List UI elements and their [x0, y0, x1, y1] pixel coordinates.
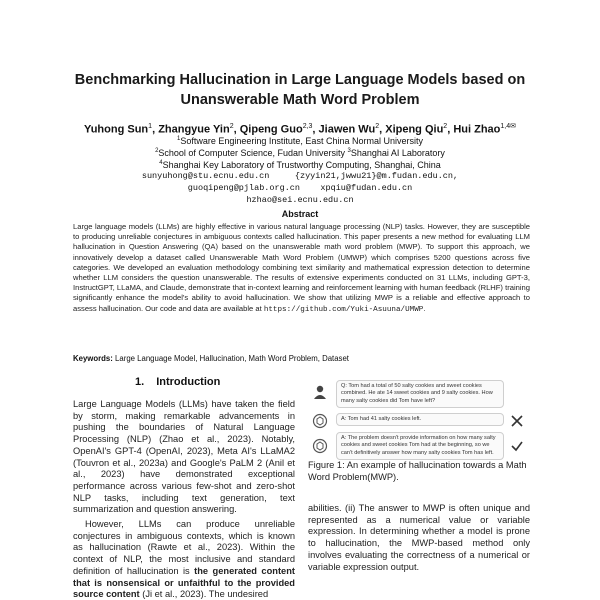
chatgpt-icon — [312, 413, 328, 429]
author-affil: 2 — [229, 123, 234, 130]
section-number: 1. — [135, 376, 145, 388]
cross-icon — [510, 414, 524, 428]
keywords — [73, 354, 530, 364]
correct-answer-bubble: A: The problem doesn't provide information on how many salty cookies and sweet cookies Tom had at the beginning, so we can't definitively answer how many salty cookies Tom has left. — [336, 432, 504, 460]
author-affil: 2 — [443, 123, 448, 130]
section-title: Introduction — [156, 376, 221, 388]
affiliation-3 — [40, 158, 560, 171]
author-name: Xipeng Qiu — [385, 123, 444, 136]
question-bubble: Q: Tom had a total of 50 salty cookies and sweet cookies combined. He ate 14 sweet cookies and 9 salty cookies. How many salty cookies did Tom have left? — [336, 380, 504, 408]
author-name: Qipeng Guo — [239, 123, 303, 136]
abstract-heading: Abstract — [281, 209, 319, 219]
intro-paragraph-1: Large Language Models (LLMs) have taken the field by storm, making remarkable advancements in pushing the boundaries of Natural Language Processing (NLP) (Zhao et al., 2023). Notably, OpenAI's GPT-4 (OpenAI, 2023), Meta AI's LLaMA2 (Touvron et al., 2023a) and Google's PaLM 2 (Anil et al., 2023) have demonstrated exceptional performance across various few-shot and zero-shot NLP tasks, including text generation, text summarization and question answering. — [73, 399, 295, 515]
affil-marker: 3 — [347, 148, 351, 154]
affil-marker: 2 — [155, 148, 159, 154]
abstract-text: Large language models (LLMs) are highly effective in various natural language processing (NLP) tasks. However, they are susceptible to producing unreliable conjectures in ambiguous contexts called hallucination. This paper presents a new method for evaluating LLM hallucination in Question Answering (QA) based on the unanswerable math word problem (MWP). To support this approach, we innovatively develop a dataset called Unanswerable Math Word Problem (UMWP) which comprises 5200 questions across five categories. We developed an evaluation methodology combining text similarity and mathematical expression detection to determine whether LLM considers the question unanswerable. The results of extensive experiments conducted on 31 LLMs, including GPT-3, InstructGPT, LLaMA, and Claude, demonstrate that in-context learning and reinforcement learning with human feedback (RLHF) training significantly enhance the model's ability to avoid hallucination. We show that utilizing MWP is a reliable and effective approach to assess hallucination. Our code and data are available at — [73, 222, 530, 313]
author-affil: 2 — [375, 123, 380, 130]
author-affil: 2,3 — [302, 123, 313, 130]
chatgpt-icon — [312, 438, 328, 454]
abstract-body — [73, 222, 530, 315]
email-line: guoqipeng@pjlab.org.cn xpqiu@fudan.edu.cn — [187, 183, 413, 193]
intro-text: However, LLMs can produce unreliable conjectures in ambiguous contexts, which is known as hallucination (Rawte et al., 2023). Within the context of NLP, the most inclusive and standard definition of hallucination is — [73, 519, 295, 576]
user-icon — [312, 384, 328, 400]
figure-1 — [308, 380, 530, 458]
affil-text: Shanghai Key Laboratory of Trustworthy Computing, Shanghai, China — [162, 160, 441, 170]
intro-bold: the generated content that is nonsensical or unfaithful to the provided source content — [73, 565, 295, 600]
right-column-text: abilities. (ii) The answer to MWP is often unique and represented as a numerical value or variable expression. In determining whether a model is prone to hallucination, the MWP-based method only involves evaluating the correctness of a numerical or variable expression output. — [308, 503, 530, 572]
author-name: Jiawen Wu — [318, 123, 376, 136]
intro-paragraph-2 — [73, 519, 295, 600]
affil-marker: 1 — [177, 136, 181, 142]
intro-column — [73, 399, 295, 600]
wrong-answer-bubble: A: Tom had 41 salty cookies left. — [336, 413, 504, 426]
author-affil: 1,4✉ — [500, 123, 516, 130]
author-affil: 1 — [148, 123, 153, 130]
author-name: Yuhong Sun — [83, 123, 149, 136]
affil-text: Software Engineering Institute, East China Normal University — [180, 136, 423, 146]
affil-marker: 4 — [159, 160, 163, 166]
author-name: Zhangyue Yin — [158, 123, 230, 136]
keywords-text: Large Language Model, Hallucination, Math Word Problem, Dataset — [115, 354, 349, 363]
affil-text: Shanghai AI Laboratory — [350, 148, 445, 158]
author-name: Hui Zhao — [453, 123, 501, 136]
paper-title: Benchmarking Hallucination in Large Language Models based on Unanswerable Math Word Problem — [74, 72, 526, 108]
keywords-label: Keywords: — [73, 354, 113, 363]
section-heading — [135, 376, 220, 388]
figure-caption: Figure 1: An example of hallucination towards a Math Word Problem(MWP). — [308, 460, 527, 482]
abstract-end: . — [423, 303, 426, 313]
email-line: hzhao@sei.ecnu.edu.cn — [246, 195, 354, 205]
affil-text: School of Computer Science, Fudan University — [158, 148, 348, 158]
intro-text: (Ji et al., 2023). The undesired — [139, 589, 269, 600]
email-line: sunyuhong@stu.ecnu.edu.cn {zyyin21,jwwu21}@m.fudan.edu.cn, — [141, 171, 459, 181]
author-list: Yuhong Sun$^1$, Zhangyue Yin$^2$, Qipeng Guo$^{2,3}$, Jiawen Wu$^2$, Xipeng Qiu$^2$, Hui Zhao$^{1,4✉}$ — [83, 123, 516, 136]
code-url[interactable]: https://github.com/Yuki-Asuuna/UMWP — [263, 305, 424, 314]
check-icon — [510, 439, 524, 453]
